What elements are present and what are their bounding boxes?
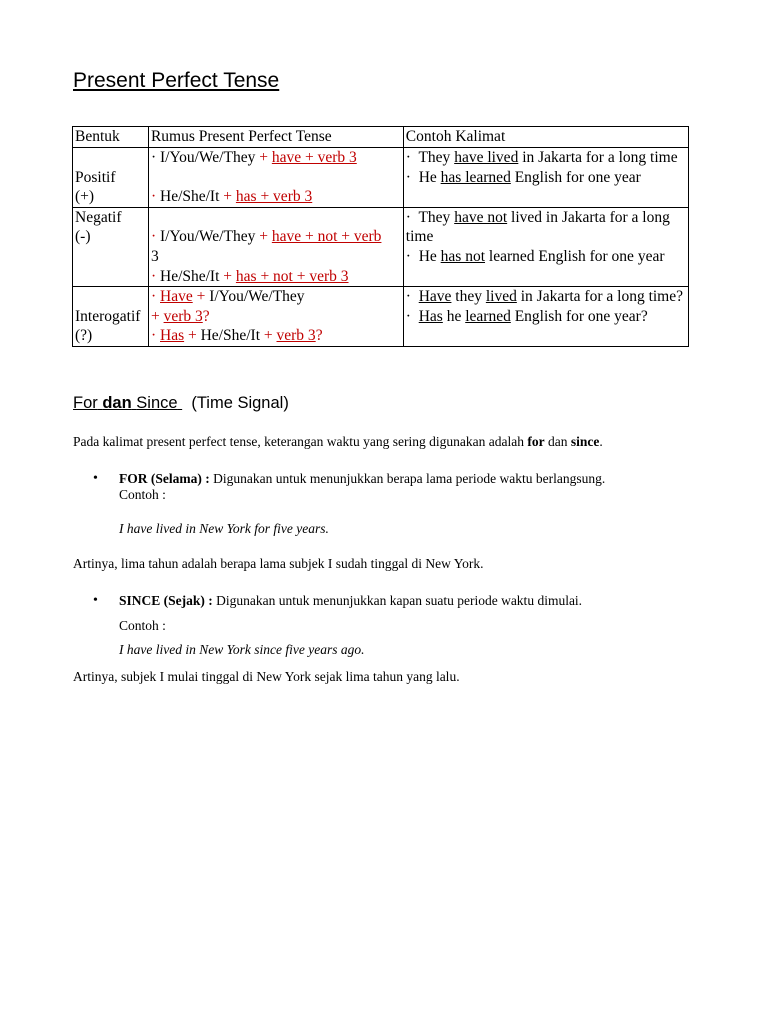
for-meaning: Artinya, lima tahun adalah berapa lama subjek I sudah tinggal di New York. (73, 556, 484, 571)
form-label: Negatif (75, 208, 122, 226)
formula-cell-negatif (148, 207, 403, 286)
example-sentence: · He has not learned English for one year (405, 247, 665, 265)
form-cell-positif (73, 148, 149, 208)
example-cell-positif (403, 148, 688, 208)
since-contoh-label: Contoh : (119, 618, 166, 633)
table-row-negatif (73, 207, 689, 286)
table-header-row (73, 127, 689, 148)
page-title: Present Perfect Tense (73, 69, 280, 92)
form-label: Interogatif (75, 307, 141, 325)
formula-cell-positif (148, 148, 403, 208)
form-cell-interogatif (73, 287, 149, 347)
example-cell-interogatif (403, 287, 688, 347)
formula-line: · I/You/We/They + have + verb 3 (150, 149, 357, 166)
example-sentence: · Has he learned English for one year? (405, 307, 648, 325)
example-sentence: · Have they lived in Jakarta for a long time? (405, 288, 683, 306)
example-sentence: · They have lived in Jakarta for a long time (405, 149, 678, 166)
form-symbol: (-) (75, 228, 91, 246)
formula-line: · He/She/It + has + not + verb 3 (150, 267, 349, 285)
form-symbol: (+) (75, 188, 95, 206)
table-row-interogatif (73, 287, 689, 347)
formula-line: · I/You/We/They + have + not + verb (150, 228, 382, 246)
formula-line: 3 (150, 247, 159, 265)
for-example: I have lived in New York for five years. (119, 521, 329, 536)
since-example: I have lived in New York since five years ago. (119, 642, 365, 657)
formula-cell-interogatif (148, 287, 403, 347)
since-meaning: Artinya, subjek I mulai tinggal di New York sejak lima tahun yang lalu. (73, 669, 460, 684)
bullet-icon: • (93, 593, 98, 608)
table-row-positif (73, 148, 689, 208)
form-cell-negatif (73, 207, 149, 286)
form-label: Positif (75, 168, 116, 186)
formula-line: · He/She/It + has + verb 3 (150, 188, 313, 206)
example-cell-negatif (403, 207, 688, 286)
formula-line: + verb 3? (150, 307, 210, 325)
formula-line: · Has + He/She/It + verb 3? (150, 327, 323, 345)
example-sentence: · He has learned English for one year (405, 168, 641, 186)
for-definition: FOR (Selama) : Digunakan untuk menunjukkan berapa lama periode waktu berlangsung. (119, 471, 606, 486)
intro-paragraph: Pada kalimat present perfect tense, keterangan waktu yang sering digunakan adalah for dan since. (73, 434, 603, 449)
column-header-contoh: Contoh Kalimat (403, 127, 688, 148)
column-header-rumus: Rumus Present Perfect Tense (148, 127, 403, 148)
form-symbol: (?) (75, 327, 93, 345)
since-definition: SINCE (Sejak) : Digunakan untuk menunjukkan kapan suatu periode waktu dimulai. (119, 593, 583, 608)
for-contoh-label: Contoh : (119, 487, 166, 502)
column-header-bentuk: Bentuk (73, 127, 149, 148)
formula-line: · Have + I/You/We/They (150, 288, 305, 306)
bullet-icon: • (93, 471, 98, 486)
tense-formula-table (72, 126, 689, 347)
section-heading: For dan Since (Time Signal) (73, 394, 289, 412)
example-sentence: · They have not lived in Jakarta for a long time (405, 208, 670, 246)
